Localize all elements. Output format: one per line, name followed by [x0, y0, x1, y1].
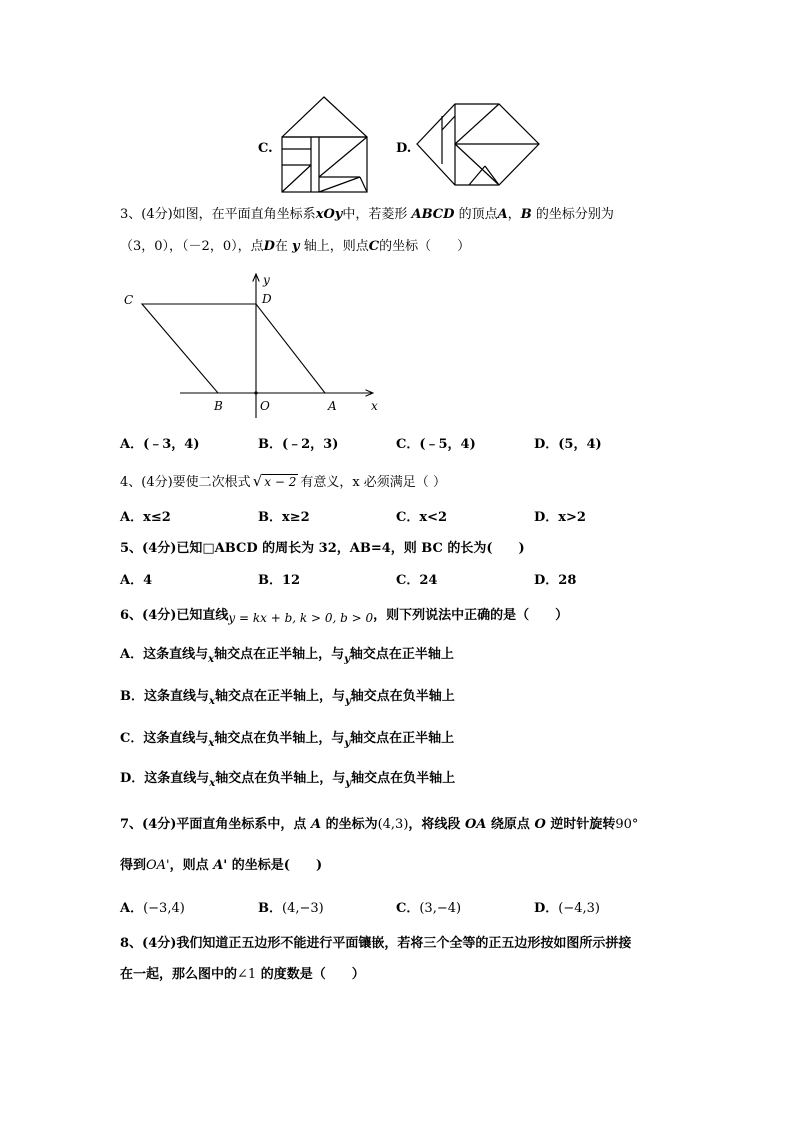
q7-option-c: C．(3,−4) [396, 901, 462, 916]
label-c: C [124, 293, 134, 307]
q5-option-d: D．28 [534, 573, 577, 588]
label-x: x [371, 399, 378, 413]
label-o: O [260, 399, 270, 413]
q6-option-b: B．这条直线与$_x$轴交点在正半轴上，与$_y$轴交点在负半轴上 [120, 689, 455, 707]
q3-option-a: A．(﹣3，4) [120, 437, 200, 452]
label-a: A [328, 399, 337, 413]
q4-option-b: B．x≥2 [258, 510, 310, 525]
q3-line1: 3、(4分)如图，在平面直角坐标系xOy中，若菱形 ABCD 的顶点A，B 的坐标分别为 [120, 207, 614, 222]
q8-line2: 在一起，那么图中的∠1 的度数是（ ） [120, 967, 365, 982]
q7-option-a: A．(−3,4) [120, 901, 185, 916]
q3-coordinate-figure [118, 268, 388, 418]
q8-line1: 8、(4分)我们知道正五边形不能进行平面镶嵌，若将三个全等的正五边形按如图所示拼接 [120, 936, 632, 951]
q7-line1: 7、(4分)平面直角坐标系中，点 A 的坐标为(4,3)，将线段 OA 绕原点 O 逆时针旋转90° [120, 817, 639, 832]
label-y: y [263, 273, 270, 287]
q6-option-c: C．这条直线与$_x$轴交点在负半轴上，与$_y$轴交点在正半轴上 [120, 731, 455, 749]
label-b: B [214, 399, 223, 413]
q6-stem: 6、(4分)已知直线y = kx + b, k > 0, b > 0，则下列说法中正确的是（ ） [120, 608, 569, 625]
rhombus-abcd [142, 304, 325, 393]
option-c-label: C. [258, 141, 273, 156]
tangram-figure-c [280, 95, 370, 195]
q4-option-c: C．x<2 [396, 510, 448, 525]
q3-option-d: D．(5，4) [534, 437, 602, 452]
q3-option-b: B．(﹣2，3) [258, 437, 339, 452]
q3-option-c: C．(﹣5，4) [396, 437, 476, 452]
q3-line2: （3，0），（－2，0），点D在 y 轴上，则点C的坐标（ ） [120, 239, 471, 254]
q5-stem: 5、(4分)已知□ABCD 的周长为 32，AB=4，则 BC 的长为( ) [120, 541, 525, 556]
q7-line2: 得到OA'，则点 A' 的坐标是( ) [120, 858, 323, 873]
q7-option-d: D．(−4,3) [534, 901, 600, 916]
q5-option-c: C．24 [396, 573, 438, 588]
q5-option-a: A．4 [120, 573, 153, 588]
tangram-figure-d [415, 100, 543, 190]
q4-option-d: D．x>2 [534, 510, 586, 525]
q7-option-b: B．(4,−3) [258, 901, 324, 916]
q4-option-a: A．x≤2 [120, 510, 171, 525]
q5-option-b: B．12 [258, 573, 301, 588]
option-d-label: D. [396, 141, 412, 156]
label-d: D [262, 292, 272, 306]
q6-option-d: D．这条直线与$_x$轴交点在负半轴上，与$_y$轴交点在负半轴上 [120, 771, 456, 789]
sqrt-expression: √ x − 2 [252, 472, 297, 490]
q6-option-a: A．这条直线与$_x$轴交点在正半轴上，与$_y$轴交点在正半轴上 [120, 647, 454, 665]
q4-stem: 4、(4分)要使二次根式 √ x − 2 有意义，x 必须满足（ ） [120, 472, 446, 490]
